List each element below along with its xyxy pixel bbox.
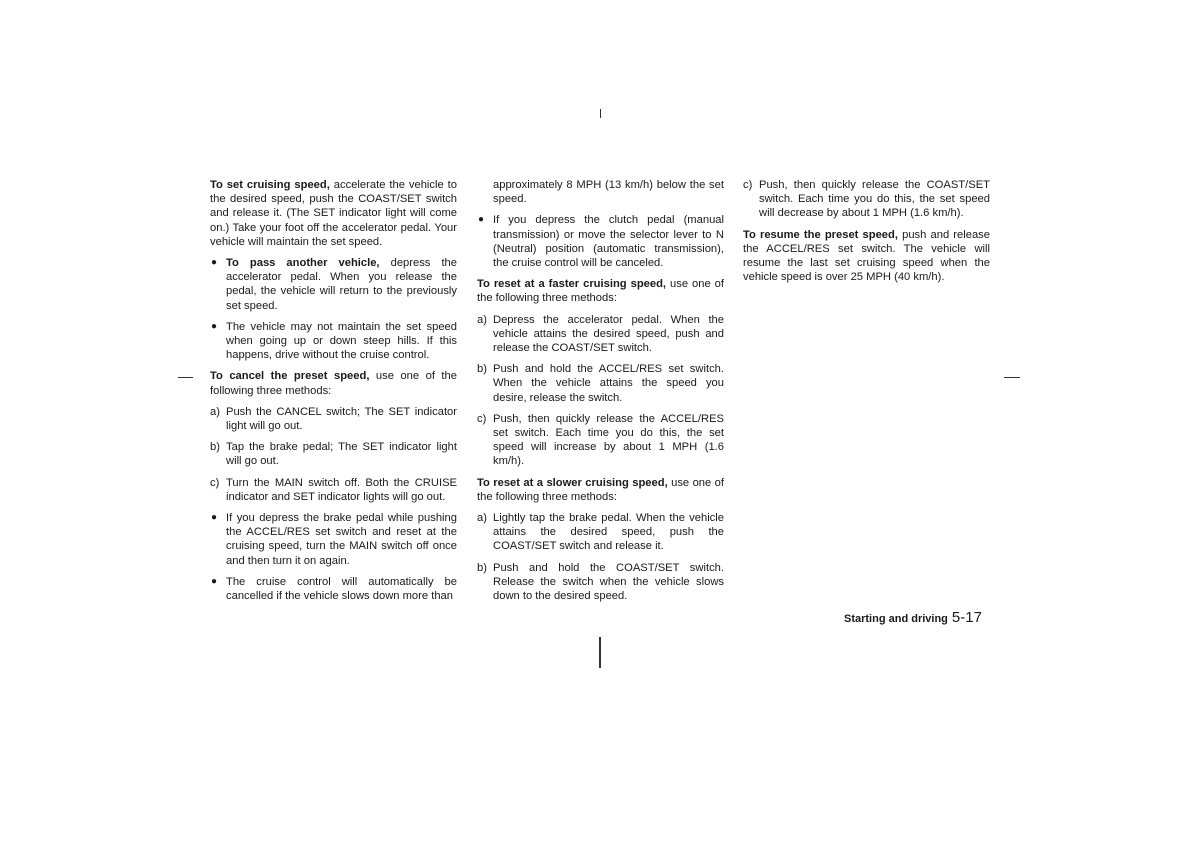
list-item	[477, 362, 724, 405]
list-item	[210, 440, 457, 468]
list-item	[210, 476, 457, 504]
list-item	[743, 178, 990, 221]
section-heading: To cancel the preset speed,	[210, 370, 370, 383]
section-heading: To reset at a faster cruising speed,	[477, 278, 667, 291]
bullet-item	[210, 511, 457, 568]
list-text: Turn the MAIN switch off. Both the CRUISE indicator and SET indicator lights will go out.	[226, 476, 457, 503]
bullet-text: If you depress the clutch pedal (manual transmission) or move the selector lever to N (Neutral) position (automatic transmission), the cruise control will be canceled.	[493, 214, 724, 270]
bullet-item	[210, 575, 457, 603]
resume-preset-paragraph	[743, 228, 990, 285]
page-number: 5-17	[951, 609, 982, 626]
set-cruising-speed-paragraph	[210, 178, 457, 249]
bullet-icon: ●	[211, 320, 218, 332]
list-item	[210, 405, 457, 433]
paragraph-text: use one of the following three methods:	[477, 278, 725, 305]
list-text: Push, then quickly release the ACCEL/RES set switch. Each time you do this, the set speed will increase by about 1 MPH (1.6 km/h).	[493, 412, 724, 468]
bullet-text: The vehicle may not maintain the set speed when going up or down steep hills. If this happens, drive without the cruise control.	[226, 320, 457, 362]
list-text: Push and hold the COAST/SET switch. Release the switch when the vehicle slows down to the desired speed.	[493, 561, 724, 603]
list-item	[477, 511, 724, 554]
list-marker: b)	[477, 363, 487, 376]
bullet-item	[477, 213, 724, 270]
bullet-text: If you depress the brake pedal while pushing the ACCEL/RES set switch and reset at the cruising speed, turn the MAIN switch off once and then turn it on again.	[226, 512, 457, 567]
paragraph-text: use one of the following three methods:	[210, 370, 457, 397]
top-center-mark	[600, 109, 601, 118]
bottom-center-mark	[599, 637, 601, 668]
list-item	[477, 313, 724, 356]
column-middle	[477, 178, 724, 610]
list-marker: c)	[210, 476, 220, 489]
right-side-mark	[1004, 377, 1020, 378]
list-marker: a)	[210, 405, 220, 418]
list-text: Lightly tap the brake pedal. When the vehicle attains the desired speed, push the COAST/SET switch and release it.	[493, 512, 724, 553]
list-text: Depress the accelerator pedal. When the vehicle attains the desired speed, push and release the COAST/SET switch.	[493, 313, 724, 355]
list-item	[477, 412, 724, 469]
list-item	[477, 561, 724, 604]
slower-speed-paragraph	[477, 476, 724, 504]
paragraph-text: accelerate the vehicle to the desired speed, push the COAST/SET switch and release it. (The SET indicator light will come on.) Take your foot off the accelerator pedal. Your vehicle will maintain the set speed.	[210, 179, 457, 248]
bullet-text: The cruise control will automatically be cancelled if the vehicle slows down more than	[226, 575, 457, 603]
section-heading: To resume the preset speed,	[743, 228, 898, 241]
faster-speed-paragraph	[477, 277, 724, 305]
section-heading: To reset at a slower cruising speed,	[477, 476, 668, 489]
bullet-text: depress the accelerator pedal. When you release the pedal, the vehicle will return to the previously set speed.	[226, 257, 457, 312]
section-title: Starting and driving	[844, 613, 948, 625]
bullet-icon: ●	[211, 575, 218, 587]
list-text: Push and hold the ACCEL/RES set switch. When the vehicle attains the speed you desire, release the switch.	[493, 363, 724, 404]
column-left	[210, 178, 457, 610]
bullet-item	[210, 256, 457, 313]
paragraph-text: use one of the following three methods:	[477, 476, 724, 503]
bullet-item	[210, 320, 457, 363]
paragraph-text: approximately 8 MPH (13 km/h) below the set speed.	[493, 179, 724, 206]
left-side-mark	[178, 377, 193, 378]
list-marker: b)	[210, 441, 220, 454]
list-marker: b)	[477, 561, 487, 574]
list-marker: a)	[477, 512, 487, 525]
list-text: Push the CANCEL switch; The SET indicator light will go out.	[226, 405, 457, 433]
bullet-icon: ●	[478, 214, 485, 226]
paragraph-text: push and release the ACCEL/RES set switch. The vehicle will resume the last set cruising speed when the vehicle speed is over 25 MPH (40 km/h).	[743, 228, 991, 284]
continued-text	[477, 178, 724, 206]
cancel-preset-paragraph	[210, 369, 457, 397]
bullet-heading: To pass another vehicle,	[226, 257, 380, 270]
list-text: Tap the brake pedal; The SET indicator light will go out.	[226, 441, 457, 468]
bullet-icon: ●	[211, 512, 218, 524]
list-text: Push, then quickly release the COAST/SET switch. Each time you do this, the set speed will decrease by about 1 MPH (1.6 km/h).	[759, 179, 990, 220]
column-right	[743, 178, 990, 291]
list-marker: c)	[477, 412, 487, 425]
page-footer	[844, 609, 982, 627]
section-heading: To set cruising speed,	[210, 179, 330, 191]
list-marker: c)	[743, 179, 753, 191]
list-marker: a)	[477, 313, 487, 326]
bullet-icon: ●	[211, 257, 218, 269]
